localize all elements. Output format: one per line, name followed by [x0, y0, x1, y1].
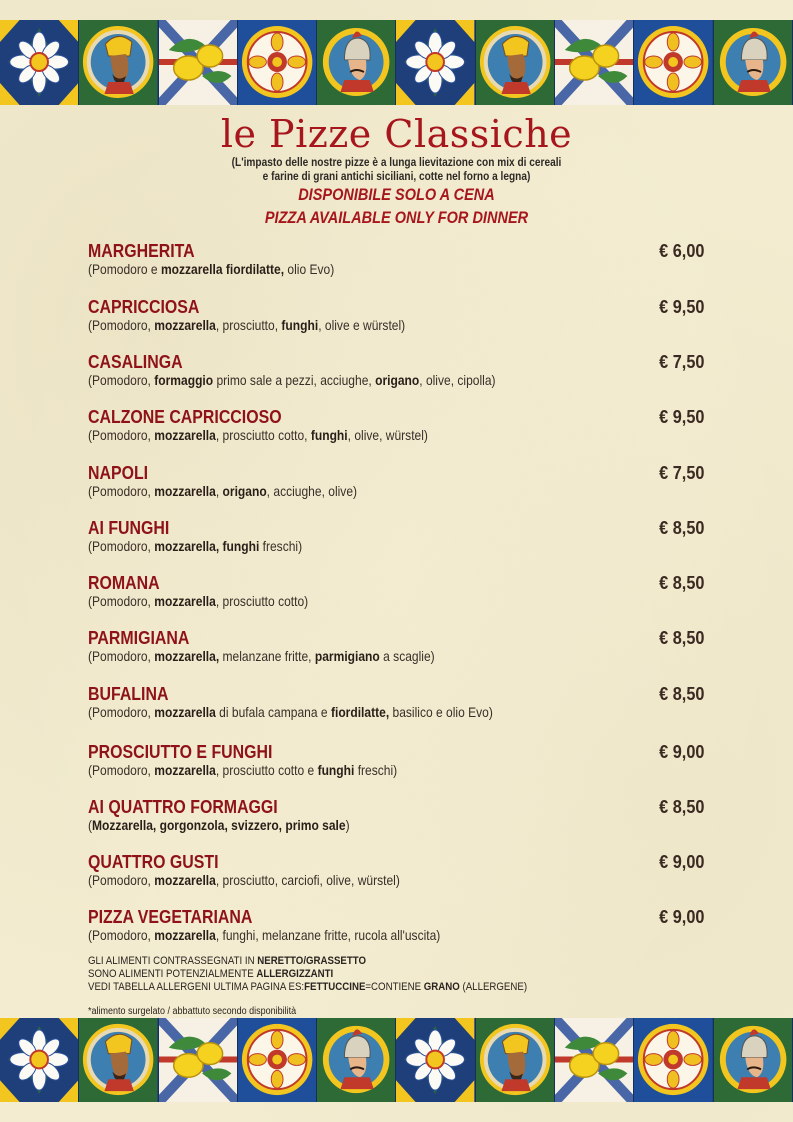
item-description: (Pomodoro, mozzarella, prosciutto cotto e funghi freschi) [88, 762, 398, 778]
item-description: (Pomodoro, mozzarella, funghi freschi) [88, 538, 303, 554]
allergen-notes [88, 955, 587, 994]
menu-header [0, 112, 793, 230]
majolica-tile-lemons [159, 20, 238, 105]
majolica-tile-moor-head [476, 20, 555, 105]
majolica-tile-moor-head [476, 1018, 555, 1102]
item-description: (Pomodoro, mozzarella, melanzane fritte, parmigiano a scaglie) [88, 648, 435, 664]
item-name: CAPRICCIOSA [88, 296, 200, 317]
majolica-tile-sun-medallion [238, 1018, 317, 1102]
page-title: le Pizze Classiche [220, 112, 573, 156]
item-description: (Pomodoro, mozzarella di bufala campana e fiordilatte, basilico e olio Evo) [88, 704, 493, 720]
majolica-tile-sun-medallion [238, 20, 317, 105]
item-name: ROMANA [88, 572, 160, 593]
item-name: QUATTRO GUSTI [88, 851, 219, 872]
item-description: (Pomodoro, mozzarella, prosciutto cotto, funghi, olive, würstel) [88, 427, 428, 443]
item-description: (Pomodoro, mozzarella, funghi, melanzane fritte, rucola all'uscita) [88, 927, 441, 943]
item-description: (Pomodoro, mozzarella, prosciutto cotto) [88, 593, 309, 609]
dough-note-line-1: (L'impasto delle nostre pizze è a lunga lievitazione con mix di cereali [231, 157, 562, 169]
majolica-tile-knight-head [317, 20, 396, 105]
decorative-border-top [0, 20, 793, 105]
majolica-tile-knight-head [317, 1018, 396, 1102]
majolica-tile-flower [396, 20, 475, 105]
majolica-tile-flower [0, 1018, 79, 1102]
item-price: € 6,00 [658, 240, 704, 261]
item-name: BUFALINA [88, 683, 169, 704]
majolica-tile-flower [396, 1018, 475, 1102]
item-price: € 8,50 [658, 683, 704, 704]
item-name: NAPOLI [88, 462, 149, 483]
item-price: € 9,50 [658, 406, 704, 427]
majolica-tile-flower [0, 20, 79, 105]
allergen-note-line: GLI ALIMENTI CONTRASSEGNATI IN NERETTO/GRASSETTO [88, 955, 367, 967]
item-name: PIZZA VEGETARIANA [88, 906, 253, 927]
majolica-tile-lemons [555, 20, 634, 105]
item-name: MARGHERITA [88, 240, 195, 261]
item-price: € 9,50 [658, 296, 704, 317]
item-name: AI FUNGHI [88, 517, 170, 538]
item-price: € 8,50 [658, 517, 704, 538]
item-price: € 7,50 [658, 462, 704, 483]
item-price: € 9,00 [658, 851, 704, 872]
item-price: € 8,50 [658, 796, 704, 817]
item-description: (Pomodoro, formaggio primo sale a pezzi, acciughe, origano, olive, cipolla) [88, 372, 496, 388]
decorative-border-bottom [0, 1018, 793, 1102]
availability-italian: DISPONIBILE SOLO A CENA [298, 186, 495, 204]
availability-english: PIZZA AVAILABLE ONLY FOR DINNER [264, 209, 529, 227]
frozen-food-note: *alimento surgelato / abbattuto secondo disponibilità [88, 1006, 297, 1017]
item-description: (Pomodoro, mozzarella, origano, acciughe, olive) [88, 483, 358, 499]
item-name: CALZONE CAPRICCIOSO [88, 406, 282, 427]
item-name: PARMIGIANA [88, 627, 190, 648]
majolica-tile-sun-medallion [634, 1018, 713, 1102]
item-description: (Pomodoro, mozzarella, prosciutto, carciofi, olive, würstel) [88, 872, 400, 888]
dough-note-line-2: e farine di grani antichi siciliani, cotte nel forno a legna) [262, 171, 531, 183]
item-price: € 8,50 [658, 627, 704, 648]
item-name: PROSCIUTTO E FUNGHI [88, 741, 273, 762]
item-description: (Pomodoro, mozzarella, prosciutto, funghi, olive e würstel) [88, 317, 406, 333]
majolica-tile-moor-head [79, 1018, 158, 1102]
majolica-tile-moor-head [79, 20, 158, 105]
majolica-tile-knight-head [714, 20, 793, 105]
majolica-tile-sun-medallion [634, 20, 713, 105]
item-price: € 7,50 [658, 351, 704, 372]
item-description: (Pomodoro e mozzarella fiordilatte, olio Evo) [88, 261, 335, 277]
allergen-note-line: SONO ALIMENTI POTENZIALMENTE ALLERGIZZANTI [88, 968, 334, 980]
majolica-tile-lemons [159, 1018, 238, 1102]
item-price: € 9,00 [658, 741, 704, 762]
item-price: € 9,00 [658, 906, 704, 927]
majolica-tile-lemons [555, 1018, 634, 1102]
item-description: (Mozzarella, gorgonzola, svizzero, primo sale) [88, 817, 350, 833]
majolica-tile-knight-head [714, 1018, 793, 1102]
allergen-note-line: VEDI TABELLA ALLERGENI ULTIMA PAGINA ES:FETTUCCINE=CONTIENE GRANO (ALLERGENE) [88, 981, 528, 993]
item-name: CASALINGA [88, 351, 183, 372]
item-price: € 8,50 [658, 572, 704, 593]
item-name: AI QUATTRO FORMAGGI [88, 796, 278, 817]
